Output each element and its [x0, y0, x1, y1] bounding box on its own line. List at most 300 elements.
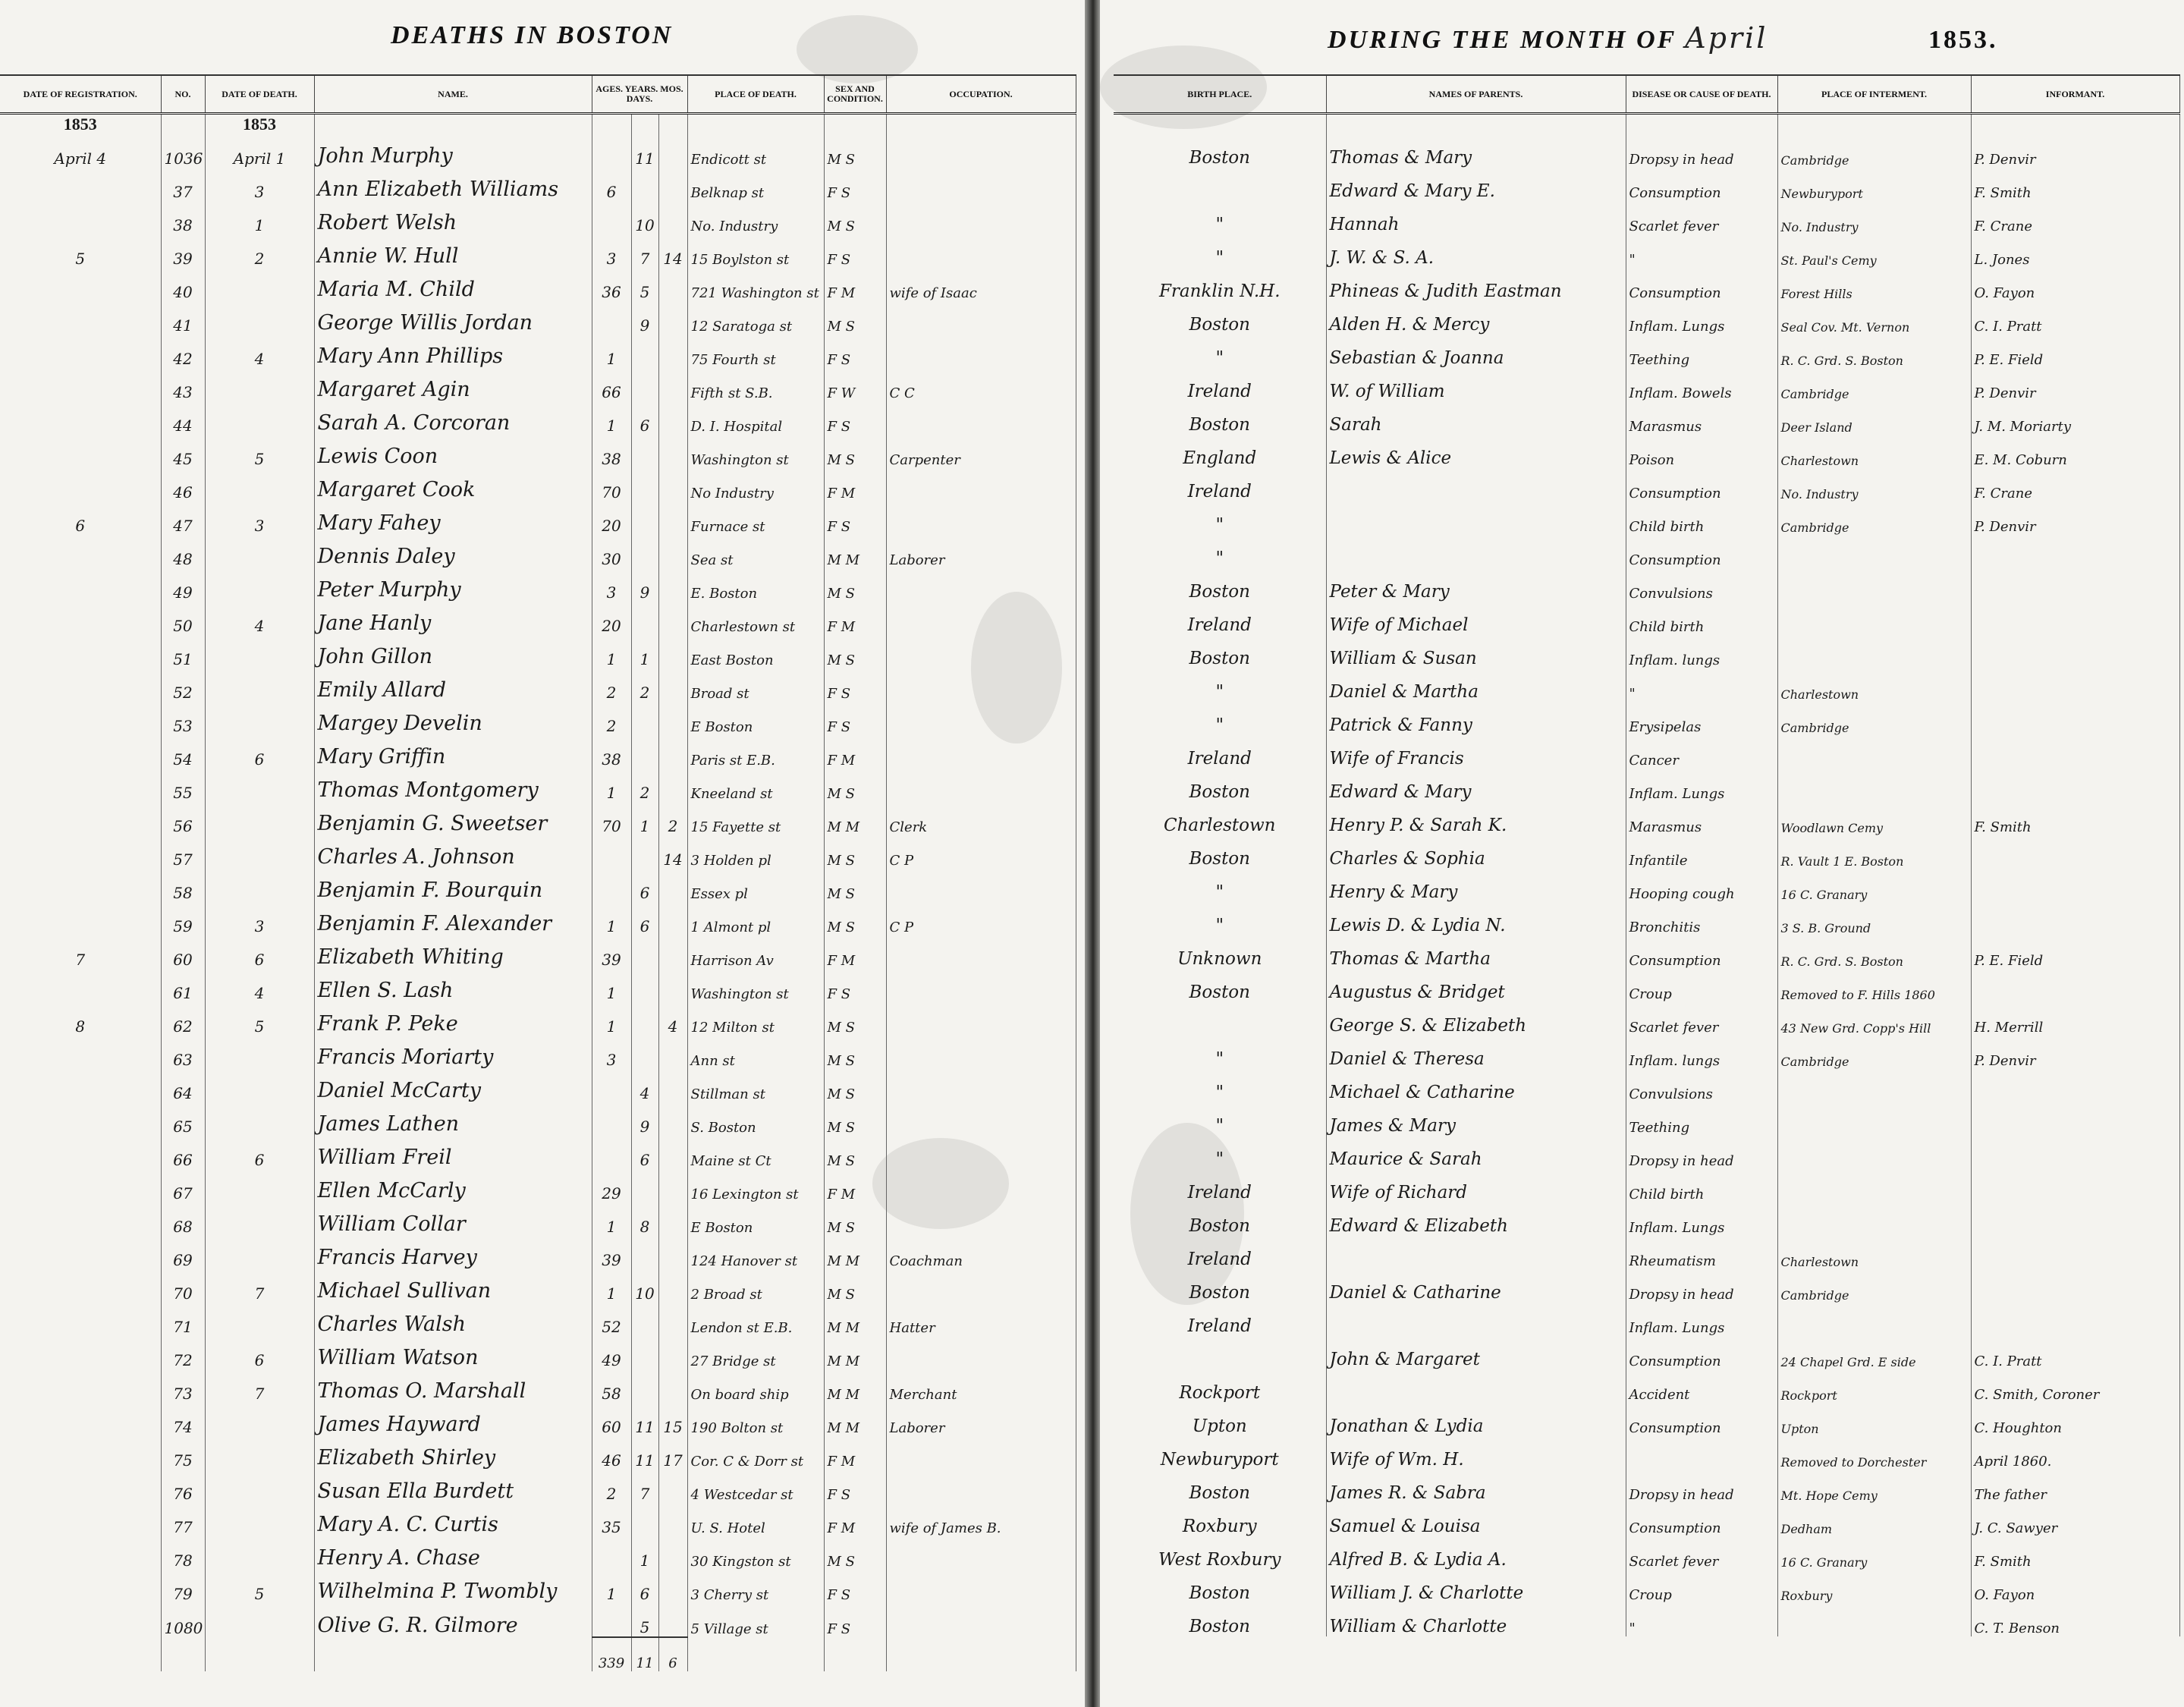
cell-cause-of-death: Convulsions	[1626, 1069, 1777, 1102]
death-record-row	[0, 1570, 1076, 1603]
death-record-row	[1114, 134, 2179, 168]
cell-sex-condition: F S	[824, 335, 886, 368]
death-record-row	[0, 1336, 1076, 1369]
cell-birth-place: Boston	[1114, 401, 1326, 435]
cell-cause-of-death: Consumption	[1626, 935, 1777, 969]
death-record-row	[0, 335, 1076, 368]
cell-occupation: wife of James B.	[886, 1503, 1076, 1536]
cell-age-months	[631, 735, 658, 769]
cell-birth-place: "	[1114, 869, 1326, 902]
cell-place-of-interment: Newburyport	[1777, 168, 1971, 201]
death-record-row	[1114, 1269, 2179, 1303]
cell-parents	[1326, 1369, 1626, 1403]
cell-name: Charles A. Johnson	[314, 835, 592, 869]
death-record-row	[0, 468, 1076, 501]
cell-age-years	[592, 1136, 631, 1169]
cell-cause-of-death: Scarlet fever	[1626, 201, 1777, 234]
death-record-row	[0, 1136, 1076, 1169]
cell-number: 50	[161, 602, 205, 635]
cell-age-months	[631, 335, 658, 368]
cell-cause-of-death: Scarlet fever	[1626, 1002, 1777, 1036]
cell-place-of-death: E. Boston	[687, 568, 824, 602]
cell-age-years: 29	[592, 1169, 631, 1202]
cell-cause-of-death: Rheumatism	[1626, 1236, 1777, 1269]
cell-cause-of-death: Teething	[1626, 1102, 1777, 1136]
death-record-row	[1114, 1536, 2179, 1570]
cell-occupation	[886, 335, 1076, 368]
cell-reg-date: 8	[0, 1002, 161, 1036]
cell-occupation	[886, 635, 1076, 668]
cell-parents: Wife of Francis	[1326, 735, 1626, 769]
cell-name: Michael Sullivan	[314, 1269, 592, 1303]
cell-reg-date	[0, 1436, 161, 1470]
cell-age-years: 70	[592, 802, 631, 835]
cell-reg-date	[0, 568, 161, 602]
cell-cause-of-death: "	[1626, 668, 1777, 702]
cell-birth-place: Upton	[1114, 1403, 1326, 1436]
cell-sex-condition: F M	[824, 268, 886, 301]
cell-age-days	[658, 1269, 687, 1303]
cell-death-date: 5	[205, 1570, 314, 1603]
cell-occupation	[886, 969, 1076, 1002]
cell-cause-of-death: Inflam. Lungs	[1626, 1202, 1777, 1236]
cell-sex-condition: M S	[824, 635, 886, 668]
cell-age-days	[658, 435, 687, 468]
cell-number: 42	[161, 335, 205, 368]
cell-age-years: 39	[592, 935, 631, 969]
cell-occupation: C C	[886, 368, 1076, 401]
death-year: 1853	[205, 114, 314, 135]
cell-number: 74	[161, 1403, 205, 1436]
cell-age-years: 58	[592, 1369, 631, 1403]
cell-reg-date	[0, 835, 161, 869]
cell-age-years: 1	[592, 969, 631, 1002]
registration-year: 1853	[0, 114, 161, 135]
left-table-body	[0, 114, 1076, 1672]
cell-place-of-interment: Cambridge	[1777, 1036, 1971, 1069]
cell-cause-of-death: Dropsy in head	[1626, 1136, 1777, 1169]
cell-cause-of-death: Marasmus	[1626, 401, 1777, 435]
cell-birth-place: West Roxbury	[1114, 1536, 1326, 1570]
cell-age-days	[658, 769, 687, 802]
death-record-row	[1114, 301, 2179, 335]
cell-name: William Freil	[314, 1136, 592, 1169]
cell-number: 68	[161, 1202, 205, 1236]
cell-place-of-death: Furnace st	[687, 501, 824, 535]
cell-name: George Willis Jordan	[314, 301, 592, 335]
cell-sex-condition: F S	[824, 1470, 886, 1503]
cell-reg-date	[0, 1269, 161, 1303]
cell-parents: Alden H. & Mercy	[1326, 301, 1626, 335]
cell-age-years: 39	[592, 1236, 631, 1269]
title-year: 1853.	[1928, 26, 1998, 54]
cell-reg-date	[0, 1603, 161, 1637]
cell-sex-condition: M S	[824, 1036, 886, 1069]
cell-death-date	[205, 802, 314, 835]
cell-age-months: 5	[631, 268, 658, 301]
cell-age-years	[592, 201, 631, 234]
cell-number: 43	[161, 368, 205, 401]
cell-birth-place: "	[1114, 668, 1326, 702]
death-record-row	[0, 301, 1076, 335]
cell-cause-of-death: Teething	[1626, 335, 1777, 368]
cell-parents: William & Charlotte	[1326, 1603, 1626, 1636]
cell-cause-of-death: Dropsy in head	[1626, 1269, 1777, 1303]
cell-reg-date	[0, 201, 161, 234]
cell-age-days	[658, 1503, 687, 1536]
cell-occupation	[886, 134, 1076, 168]
cell-cause-of-death: Consumption	[1626, 468, 1777, 501]
cell-age-months	[631, 1369, 658, 1403]
death-record-row	[0, 1403, 1076, 1436]
cell-death-date	[205, 835, 314, 869]
cell-sex-condition: F S	[824, 501, 886, 535]
cell-sex-condition: F M	[824, 935, 886, 969]
cell-number: 38	[161, 201, 205, 234]
cell-place-of-interment: Woodlawn Cemy	[1777, 802, 1971, 835]
cell-age-days	[658, 1303, 687, 1336]
cell-place-of-interment	[1777, 1202, 1971, 1236]
cell-age-days	[658, 134, 687, 168]
cell-age-days	[658, 1036, 687, 1069]
cell-place-of-death: 124 Hanover st	[687, 1236, 824, 1269]
cell-death-date	[205, 1303, 314, 1336]
cell-place-of-interment: Charlestown	[1777, 1236, 1971, 1269]
cell-age-years	[592, 1102, 631, 1136]
cell-informant	[1971, 1102, 2179, 1136]
cell-age-months: 7	[631, 1470, 658, 1503]
book-gutter	[1085, 0, 1100, 1707]
cell-place-of-death: Essex pl	[687, 869, 824, 902]
death-record-row	[0, 1503, 1076, 1536]
cell-birth-place: England	[1114, 435, 1326, 468]
cell-age-days	[658, 468, 687, 501]
cell-age-months: 11	[631, 1403, 658, 1436]
header-birth-place: BIRTH PLACE.	[1114, 75, 1326, 114]
cell-occupation	[886, 935, 1076, 969]
death-record-row	[0, 702, 1076, 735]
header-interment: PLACE OF INTERMENT.	[1777, 75, 1971, 114]
cell-place-of-interment: Seal Cov. Mt. Vernon	[1777, 301, 1971, 335]
cell-informant	[1971, 535, 2179, 568]
cell-name: Mary Ann Phillips	[314, 335, 592, 368]
cell-number: 73	[161, 1369, 205, 1403]
cell-birth-place: "	[1114, 501, 1326, 535]
death-record-row	[0, 1603, 1076, 1637]
cell-age-years: 1	[592, 1002, 631, 1036]
cell-parents: Charles & Sophia	[1326, 835, 1626, 869]
cell-informant: C. I. Pratt	[1971, 301, 2179, 335]
cell-reg-date: 6	[0, 501, 161, 535]
cell-death-date	[205, 1403, 314, 1436]
death-record-row	[1114, 835, 2179, 869]
total-age-months: 11	[631, 1637, 658, 1671]
header-name: NAME.	[314, 75, 592, 114]
cell-informant: O. Fayon	[1971, 1570, 2179, 1603]
cell-place-of-death: 190 Bolton st	[687, 1403, 824, 1436]
cell-place-of-death: S. Boston	[687, 1102, 824, 1136]
death-record-row	[1114, 602, 2179, 635]
cell-sex-condition: M S	[824, 1002, 886, 1036]
cell-number: 48	[161, 535, 205, 568]
cell-sex-condition: M S	[824, 201, 886, 234]
cell-name: Benjamin G. Sweetser	[314, 802, 592, 835]
cell-reg-date	[0, 468, 161, 501]
cell-parents: Edward & Mary E.	[1326, 168, 1626, 201]
cell-occupation	[886, 501, 1076, 535]
cell-number: 69	[161, 1236, 205, 1269]
death-record-row	[1114, 234, 2179, 268]
cell-place-of-interment	[1777, 1136, 1971, 1169]
cell-place-of-interment: Cambridge	[1777, 1269, 1971, 1303]
cell-death-date: 6	[205, 1336, 314, 1369]
cell-death-date	[205, 1069, 314, 1102]
cell-age-days	[658, 1169, 687, 1202]
death-record-row	[1114, 1169, 2179, 1202]
cell-informant	[1971, 869, 2179, 902]
death-record-row	[0, 268, 1076, 301]
cell-death-date	[205, 368, 314, 401]
death-record-row	[0, 501, 1076, 535]
cell-cause-of-death: Cancer	[1626, 735, 1777, 769]
spacer-row	[1114, 114, 2179, 135]
cell-parents: Henry P. & Sarah K.	[1326, 802, 1626, 835]
cell-place-of-death: Maine st Ct	[687, 1136, 824, 1169]
death-record-row	[0, 1236, 1076, 1269]
cell-informant	[1971, 902, 2179, 935]
cell-place-of-interment: Forest Hills	[1777, 268, 1971, 301]
cell-death-date	[205, 869, 314, 902]
cell-reg-date	[0, 1503, 161, 1536]
cell-age-months: 11	[631, 1436, 658, 1470]
cell-age-months	[631, 1503, 658, 1536]
cell-place-of-death: 3 Cherry st	[687, 1570, 824, 1603]
cell-informant: P. E. Field	[1971, 335, 2179, 368]
cell-age-months	[631, 702, 658, 735]
cell-age-years: 36	[592, 268, 631, 301]
cell-age-months: 1	[631, 802, 658, 835]
cell-age-years: 6	[592, 168, 631, 201]
death-record-row	[1114, 702, 2179, 735]
cell-age-years: 1	[592, 401, 631, 435]
cell-death-date: 6	[205, 735, 314, 769]
cell-birth-place: Ireland	[1114, 1236, 1326, 1269]
death-record-row	[0, 802, 1076, 835]
cell-occupation	[886, 301, 1076, 335]
cell-place-of-death: Kneeland st	[687, 769, 824, 802]
cell-parents: Thomas & Mary	[1326, 134, 1626, 168]
cell-cause-of-death: Inflam. lungs	[1626, 1036, 1777, 1069]
cell-parents: Daniel & Catharine	[1326, 1269, 1626, 1303]
death-record-row	[0, 769, 1076, 802]
cell-number: 79	[161, 1570, 205, 1603]
cell-place-of-interment: R. Vault 1 E. Boston	[1777, 835, 1971, 869]
cell-number: 46	[161, 468, 205, 501]
cell-sex-condition: F M	[824, 602, 886, 635]
cell-birth-place: Boston	[1114, 635, 1326, 668]
cell-birth-place: Newburyport	[1114, 1436, 1326, 1470]
cell-place-of-death: 721 Washington st	[687, 268, 824, 301]
cell-birth-place: "	[1114, 1069, 1326, 1102]
cell-parents: William & Susan	[1326, 635, 1626, 668]
cell-number: 78	[161, 1536, 205, 1570]
cell-informant: F. Smith	[1971, 1536, 2179, 1570]
cell-age-years: 20	[592, 602, 631, 635]
death-record-row	[1114, 668, 2179, 702]
cell-sex-condition: M M	[824, 1336, 886, 1369]
cell-death-date: 6	[205, 935, 314, 969]
cell-death-date	[205, 1036, 314, 1069]
cell-age-days	[658, 168, 687, 201]
cell-parents	[1326, 1236, 1626, 1269]
cell-informant: P. Denvir	[1971, 368, 2179, 401]
cell-reg-date	[0, 869, 161, 902]
cell-sex-condition: M S	[824, 769, 886, 802]
cell-age-months: 9	[631, 1102, 658, 1136]
cell-age-years	[592, 1536, 631, 1570]
cell-age-months	[631, 1002, 658, 1036]
death-record-row	[1114, 1503, 2179, 1536]
cell-occupation	[886, 1002, 1076, 1036]
cell-sex-condition: F M	[824, 1436, 886, 1470]
cell-reg-date	[0, 1536, 161, 1570]
cell-number: 76	[161, 1470, 205, 1503]
death-record-row	[0, 401, 1076, 435]
cell-name: Francis Harvey	[314, 1236, 592, 1269]
cell-parents: Patrick & Fanny	[1326, 702, 1626, 735]
cell-name: Peter Murphy	[314, 568, 592, 602]
cell-age-months	[631, 1236, 658, 1269]
cell-reg-date	[0, 1169, 161, 1202]
death-record-row	[1114, 1036, 2179, 1069]
cell-cause-of-death: Croup	[1626, 1570, 1777, 1603]
cell-number: 57	[161, 835, 205, 869]
death-record-row	[0, 602, 1076, 635]
cell-informant: F. Smith	[1971, 168, 2179, 201]
death-record-row	[1114, 1002, 2179, 1036]
cell-age-days: 14	[658, 835, 687, 869]
cell-name: Mary Fahey	[314, 501, 592, 535]
cell-age-days	[658, 1236, 687, 1269]
cell-death-date	[205, 535, 314, 568]
cell-death-date	[205, 1536, 314, 1570]
cell-name: John Gillon	[314, 635, 592, 668]
cell-parents: Edward & Mary	[1326, 769, 1626, 802]
death-record-row	[1114, 1436, 2179, 1470]
cell-name: Robert Welsh	[314, 201, 592, 234]
cell-birth-place: Boston	[1114, 134, 1326, 168]
cell-occupation	[886, 869, 1076, 902]
cell-age-days	[658, 1202, 687, 1236]
cell-number: 70	[161, 1269, 205, 1303]
cell-birth-place	[1114, 1002, 1326, 1036]
cell-place-of-interment	[1777, 568, 1971, 602]
cell-informant: L. Jones	[1971, 234, 2179, 268]
cell-age-days: 15	[658, 1403, 687, 1436]
death-record-row	[1114, 401, 2179, 435]
cell-place-of-death: E Boston	[687, 702, 824, 735]
cell-number: 41	[161, 301, 205, 335]
cell-number: 77	[161, 1503, 205, 1536]
death-record-row	[1114, 1403, 2179, 1436]
cell-reg-date	[0, 969, 161, 1002]
cell-place-of-death: 4 Westcedar st	[687, 1470, 824, 1503]
cell-death-date	[205, 401, 314, 435]
cell-place-of-interment: 3 S. B. Ground	[1777, 902, 1971, 935]
cell-place-of-interment: Roxbury	[1777, 1570, 1971, 1603]
cell-cause-of-death: Accident	[1626, 1369, 1777, 1403]
cell-cause-of-death: Consumption	[1626, 168, 1777, 201]
cell-number: 72	[161, 1336, 205, 1369]
cell-place-of-death: Paris st E.B.	[687, 735, 824, 769]
cell-informant: The father	[1971, 1470, 2179, 1503]
death-record-row	[1114, 1603, 2179, 1636]
cell-informant: C. T. Benson	[1971, 1603, 2179, 1636]
cell-number: 1036	[161, 134, 205, 168]
cell-sex-condition: F M	[824, 468, 886, 501]
cell-place-of-interment	[1777, 635, 1971, 668]
cell-name: William Watson	[314, 1336, 592, 1369]
cell-place-of-interment: Cambridge	[1777, 702, 1971, 735]
cell-place-of-death: Belknap st	[687, 168, 824, 201]
cell-death-date	[205, 1470, 314, 1503]
cell-death-date	[205, 1503, 314, 1536]
cell-death-date	[205, 1236, 314, 1269]
cell-age-months: 6	[631, 1570, 658, 1603]
death-record-row	[1114, 969, 2179, 1002]
header-death-date: DATE OF DEATH.	[205, 75, 314, 114]
cell-sex-condition: M M	[824, 1303, 886, 1336]
total-age-days: 6	[658, 1637, 687, 1671]
cell-number: 39	[161, 234, 205, 268]
cell-place-of-interment: Rockport	[1777, 1369, 1971, 1403]
cell-age-days	[658, 602, 687, 635]
cell-age-days	[658, 535, 687, 568]
cell-age-months	[631, 935, 658, 969]
cell-age-years: 2	[592, 668, 631, 702]
death-record-row	[1114, 1102, 2179, 1136]
cell-number: 59	[161, 902, 205, 935]
cell-parents: William J. & Charlotte	[1326, 1570, 1626, 1603]
cell-birth-place: Boston	[1114, 969, 1326, 1002]
cell-cause-of-death: Convulsions	[1626, 568, 1777, 602]
cell-age-days	[658, 935, 687, 969]
cell-age-years: 30	[592, 535, 631, 568]
cell-age-days	[658, 1136, 687, 1169]
cell-place-of-death: Washington st	[687, 435, 824, 468]
cell-place-of-death: 12 Saratoga st	[687, 301, 824, 335]
cell-parents: Sebastian & Joanna	[1326, 335, 1626, 368]
cell-occupation	[886, 769, 1076, 802]
cell-parents	[1326, 468, 1626, 501]
cell-birth-place: Boston	[1114, 769, 1326, 802]
cell-age-months: 8	[631, 1202, 658, 1236]
cell-reg-date	[0, 301, 161, 335]
paper-stain	[797, 15, 918, 83]
cell-parents: Henry & Mary	[1326, 869, 1626, 902]
cell-reg-date	[0, 1236, 161, 1269]
cell-informant	[1971, 835, 2179, 869]
cell-age-years	[592, 134, 631, 168]
cell-place-of-death: 15 Boylston st	[687, 234, 824, 268]
cell-death-date: 7	[205, 1369, 314, 1403]
cell-death-date	[205, 301, 314, 335]
cell-sex-condition: M S	[824, 1536, 886, 1570]
cell-age-days	[658, 201, 687, 234]
cell-age-years: 38	[592, 735, 631, 769]
cell-place-of-death: Fifth st S.B.	[687, 368, 824, 401]
cell-place-of-death: 5 Village st	[687, 1603, 824, 1637]
